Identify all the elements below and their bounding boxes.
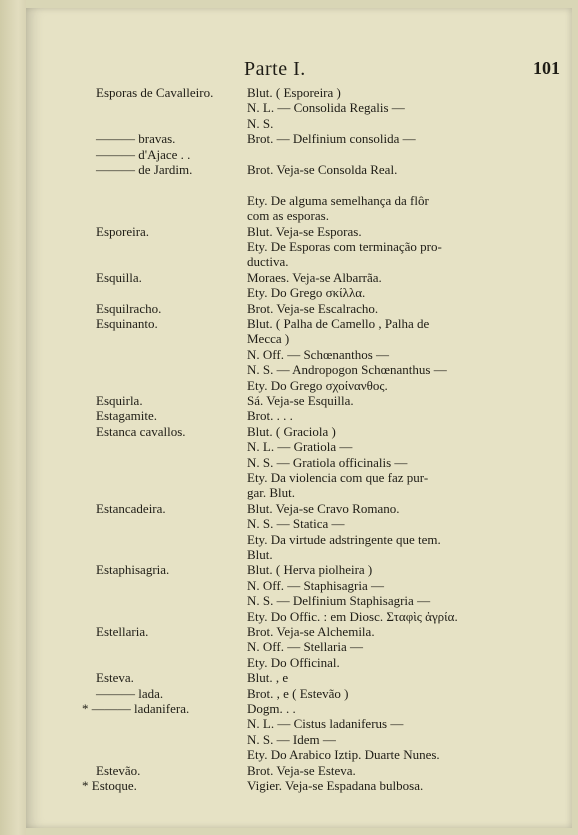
entry-definition: N. S. — Delfinium Staphisagria — [247,593,431,609]
entry-definition: Ety. Da violencia com que faz pur- [247,470,429,485]
entry-term: Esquilracho. [96,300,162,316]
entry-term: Estanca cavallos. [96,423,186,439]
entry-definition: Blut. ( Graciola ) [247,423,336,439]
entry-definition: Blut. , e [247,670,289,686]
entry-term: * Estoque. [82,778,137,793]
entry-definition: N. Off. — Stellaria — [247,639,364,655]
entry-definition: Blut. Veja-se Esporas. [247,223,362,239]
entry-term: Esteva. [96,670,134,686]
entry-definition: Sá. Veja-se Esquilla. [247,393,354,408]
entry-definition: ductiva. [247,254,289,270]
entry-definition: N. S. — Andropogon Schœnanthus — [247,362,447,378]
entry-term: Estagamite. [96,408,158,424]
entry-definition: Dogm. . . [247,701,296,716]
entry-definition: Mecca ) [247,331,290,347]
entry-definition: N. S. [247,115,274,131]
entry-term: Esquilla. [96,269,142,285]
entry-definition: Brot. Veja-se Escalracho. [247,300,379,316]
entry-term: ——— de Jardim. [96,162,193,177]
entry-term: ——— lada. [96,685,164,701]
entry-term: Esquirla. [96,393,143,408]
entry-definition: Ety. De Esporas com terminação pro- [247,239,442,254]
entry-row [0,777,578,794]
entry-term: Esquinanto. [96,316,158,331]
entry-definition: N. S. — Gratiola officinalis — [247,454,408,470]
entry-term: * ——— ladanifera. [82,701,190,716]
entry-definition: Blut. Veja-se Cravo Romano. [247,500,400,516]
entry-definition: Ety. De alguma semelhança da flôr [247,192,429,208]
entry-definition: Blut. ( Palha de Camello , Palha de [247,316,430,331]
entry-definition: N. Off. — Staphisagria — [247,577,384,593]
entry-definition: N. L. — Gratiola — [247,439,353,455]
entry-term: Estellaria. [96,624,149,639]
entry-definition: Blut. ( Herva piolheira ) [247,562,373,578]
entry-definition: Ety. Do Arabico Iztip. Duarte Nunes. [247,747,440,763]
entry-term: Estevão. [96,762,141,778]
entry-definition: Ety. Da virtude adstringente que tem. [247,531,441,547]
entry-definition: Brot. Veja-se Alchemila. [247,624,375,639]
entry-term: Esporeira. [96,223,150,239]
entry-definition: Blut. ( Esporeira ) [247,85,341,100]
entry-definition: Blut. [247,547,273,562]
entry-definition: Brot. . . . [247,408,293,424]
entry-definition: Brot. Veja-se Consolda Real. [247,162,398,177]
entry-definition: N. S. — Idem — [247,731,336,747]
page-title: Parte I. [244,58,306,80]
entry-definition: Ety. Do Grego σκίλλα. [247,285,366,301]
entry-definition: Ety. Do Offic. : em Diosc. Σταφὶς ἀγρία. [247,608,458,624]
entry-definition: N. L. — Consolida Regalis — [247,100,405,116]
entry-term: Esporas de Cavalleiro. [96,85,214,100]
entry-definition: Brot. — Delfinium consolida — [247,131,416,147]
entry-definition: Ety. Do Grego σχοίνανθος. [247,377,388,393]
entry-definition: Brot. , e ( Estevão ) [247,685,349,701]
entry-definition: Brot. Veja-se Esteva. [247,762,356,778]
entry-definition: N. S. — Statica — [247,516,345,532]
entry-definition: Ety. Do Officinal. [247,654,340,670]
entry-definition: Moraes. Veja-se Albarrãa. [247,269,382,285]
entry-definition: gar. Blut. [247,485,296,501]
entry-definition: N. L. — Cistus ladaniferus — [247,716,404,732]
page-number: 101 [533,58,560,78]
entry-definition: N. Off. — Schœnanthos — [247,346,390,362]
entry-definition: Vigier. Veja-se Espadana bulbosa. [247,778,424,793]
entry-term: Estaphisagria. [96,562,170,578]
entry-term: Estancadeira. [96,500,166,516]
entry-term: ——— bravas. [96,131,176,147]
entry-definition: com as esporas. [247,208,329,224]
entry-term: ——— d'Ajace . . [96,146,191,162]
